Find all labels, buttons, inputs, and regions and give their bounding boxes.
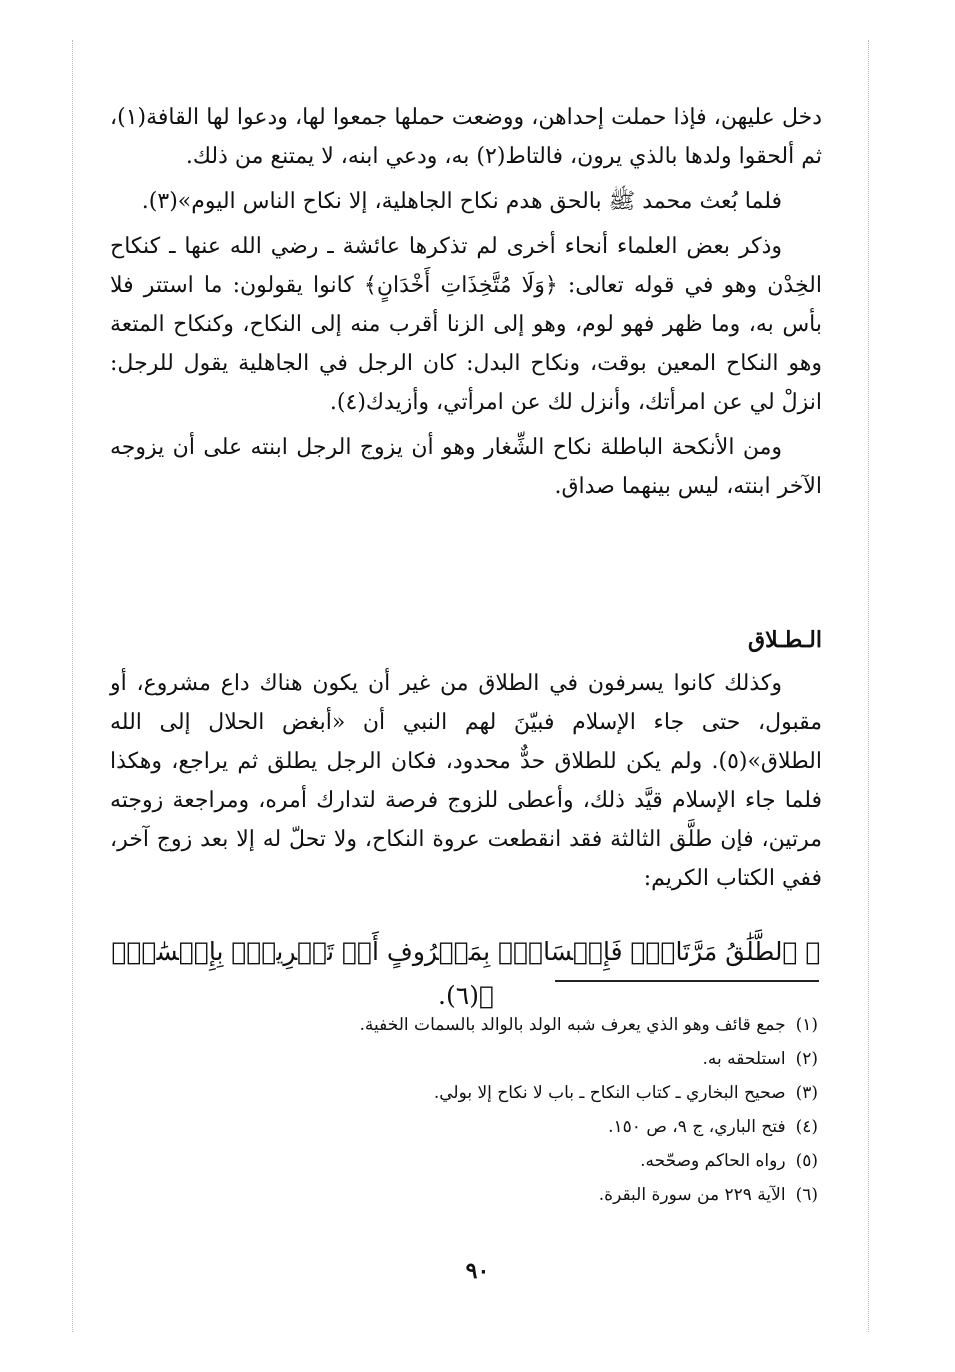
footnote-number: (١): [795, 1015, 818, 1035]
footnote-6: [110, 1178, 818, 1212]
footnote-number: (٣): [795, 1083, 818, 1103]
footnote-number: (٦): [795, 1185, 818, 1205]
paragraph-qafa: دخل عليهن، فإذا حملت إحداهن، ووضعت حملها جمعوا لها، ودعوا لها القافة(١)، ثم ألحقوا ولدها بالذي يرون، فالتاط(٢) به، ودعي ابنه، لا يمتنع من ذلك.: [110, 105, 822, 169]
paragraph-shighar: ومن الأنكحة الباطلة نكاح الشِّغار وهو أن يزوج الرجل ابنته على أن يزوجه الآخر ابنته، ليس بينهما صداق.: [110, 435, 822, 499]
footnote-text: صحيح البخاري ـ كتاب النكاح ـ باب لا نكاح إلا بولي.: [433, 1083, 786, 1103]
paragraph-divorce: وكذلك كانوا يسرفون في الطلاق من غير أن يكون هناك داع مشروع، أو مقبول، حتى جاء الإسلام فبيّنَ لهم النبي أن «أبغض الحلال إلى الله الطلاق»(٥). ولم يكن للطلاق حدٌّ محدود، فكان الرجل يطلق ثم يراجع، وهكذا فلما جاء الإسلام قيَّد ذلك، وأعطى للزوج فرصة لتدارك أمره، ومراجعة زوجته مرتين، فإن طلَّق الثالثة فقد انقطعت عروة النكاح، ولا تحلّ له إلا بعد زوج آخر، ففي الكتاب الكريم:: [110, 671, 822, 891]
footnote-1: [110, 1008, 818, 1042]
body-text-lower: [110, 664, 822, 898]
footnote-text: استلحقه به.: [702, 1049, 786, 1069]
footnote-4: [110, 1110, 818, 1144]
footnotes-list: [110, 1008, 818, 1212]
footnote-text: فتح الباري، ج ٩، ص ١٥٠.: [608, 1117, 786, 1137]
body-text-upper: [110, 98, 822, 506]
scan-margin-dots-right: [868, 40, 869, 1332]
footnote-text: الآية ٢٢٩ من سورة البقرة.: [598, 1185, 786, 1205]
footnote-5: [110, 1144, 818, 1178]
quran-verse: ﴿ ٱلطَّلَٰقُ مَرَّتَانِۖ فَإِمۡسَاكُۢ بِمَعۡرُوفٍ أَوۡ تَسۡرِيحُۢ بِإِحۡسَٰنٖۗ ﴾(٦).: [111, 937, 821, 1010]
paragraph-prophet: فلما بُعث محمد ﷺ بالحق هدم نكاح الجاهلية، إلا نكاح الناس اليوم»(٣).: [141, 189, 782, 214]
footnote-number: (٤): [795, 1117, 818, 1137]
section-heading-talaq: الـطـلاق: [748, 627, 822, 653]
scan-margin-dots-left: [72, 40, 73, 1332]
paragraph-other-marriages: وذكر بعض العلماء أنحاء أخرى لم تذكرها عائشة ـ رضي الله عنها ـ كنكاح الخِدْن وهو في قوله تعالى: ﴿وَلَا مُتَّخِذَاتِ أَخْدَانٍ﴾ كانوا يقولون: ما استتر فلا بأس به، وما ظهر فهو لوم، وهو إلى الزنا أقرب منه إلى النكاح، وكنكاح المتعة وهو النكاح المعين بوقت، ونكاح البدل: كان الرجل في الجاهلية يقول للرجل: انزلْ لي عن امرأتك، وأنزل لك عن امرأتي، وأزيدك(٤).: [110, 234, 822, 415]
footnote-separator: [555, 980, 819, 982]
page-number: ٩٠: [465, 1258, 490, 1284]
footnote-text: جمع قائف وهو الذي يعرف شبه الولد بالوالد بالسمات الخفية.: [359, 1015, 786, 1035]
footnote-2: [110, 1042, 818, 1076]
footnote-number: (٢): [795, 1049, 818, 1069]
footnote-text: رواه الحاكم وصحّحه.: [640, 1151, 786, 1171]
footnote-3: [110, 1076, 818, 1110]
footnote-number: (٥): [795, 1151, 818, 1171]
